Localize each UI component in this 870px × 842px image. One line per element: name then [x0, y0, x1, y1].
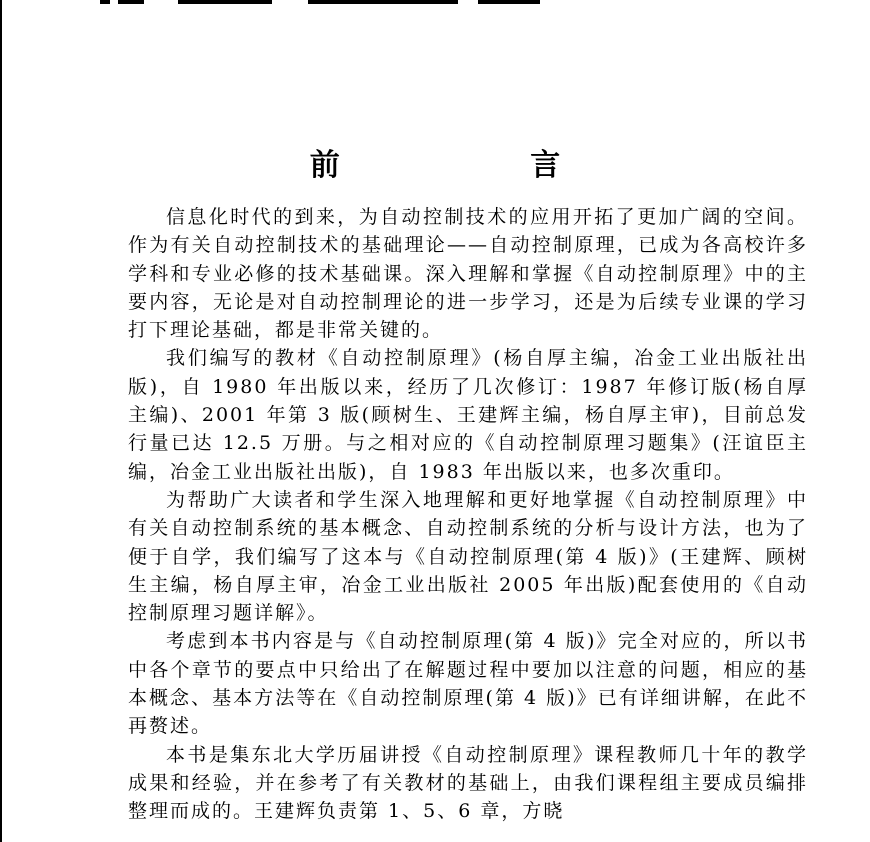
page-title: 前 言 [309, 148, 651, 183]
header-mark [178, 0, 272, 4]
preface-body [128, 203, 808, 826]
paragraph: 为帮助广大读者和学生深入地理解和更好地掌握《自动控制原理》中有关自动控制系统的基本概念、自动控制系统的分析与设计方法，也为了便于自学，我们编写了这本与《自动控制原理(第 4 版)》(王建辉、顾树生主编，杨自厚主审，冶金工业出版社 2005 年出版)配套使用的《自动控制原理习题详解》。 [128, 488, 808, 625]
header-mark [478, 0, 540, 4]
page-left-edge [0, 0, 2, 842]
header-remnant [100, 0, 570, 5]
header-mark [100, 0, 110, 4]
paragraph: 信息化时代的到来，为自动控制技术的应用开拓了更加广阔的空间。作为有关自动控制技术的基础理论——自动控制原理，已成为各高校许多学科和专业必修的技术基础课。深入理解和掌握《自动控制原理》中的主要内容，无论是对自动控制理论的进一步学习，还是为后续专业课的学习打下理论基础，都是非常关键的。 [128, 206, 808, 342]
paragraph: 本书是集东北大学历届讲授《自动控制原理》课程教师几十年的教学成果和经验，并在参考了有关教材的基础上，由我们课程组主要成员编排整理而成的。王建辉负责第 1、5、6 章，方晓 [128, 743, 808, 823]
header-mark [308, 0, 458, 4]
paragraph: 我们编写的教材《自动控制原理》(杨自厚主编，冶金工业出版社出版)，自 1980 年出版以来，经历了几次修订：1987 年修订版(杨自厚主编)、2001 年第 3 版(顾树生、王建辉主编，杨自厚主审)，目前总发行量已达 12.5 万册。与之相对应的《自动控制原理习题集》(汪谊臣主编，冶金工业出版社出版)，自 1983 年出版以来，也多次重印。 [128, 347, 808, 483]
header-mark [118, 0, 144, 4]
paragraph: 考虑到本书内容是与《自动控制原理(第 4 版)》完全对应的，所以书中各个章节的要点中只给出了在解题过程中要加以注意的问题，相应的基本概念、基本方法等在《自动控制原理(第 4 版)》已有详细讲解，在此不再赘述。 [128, 630, 808, 738]
